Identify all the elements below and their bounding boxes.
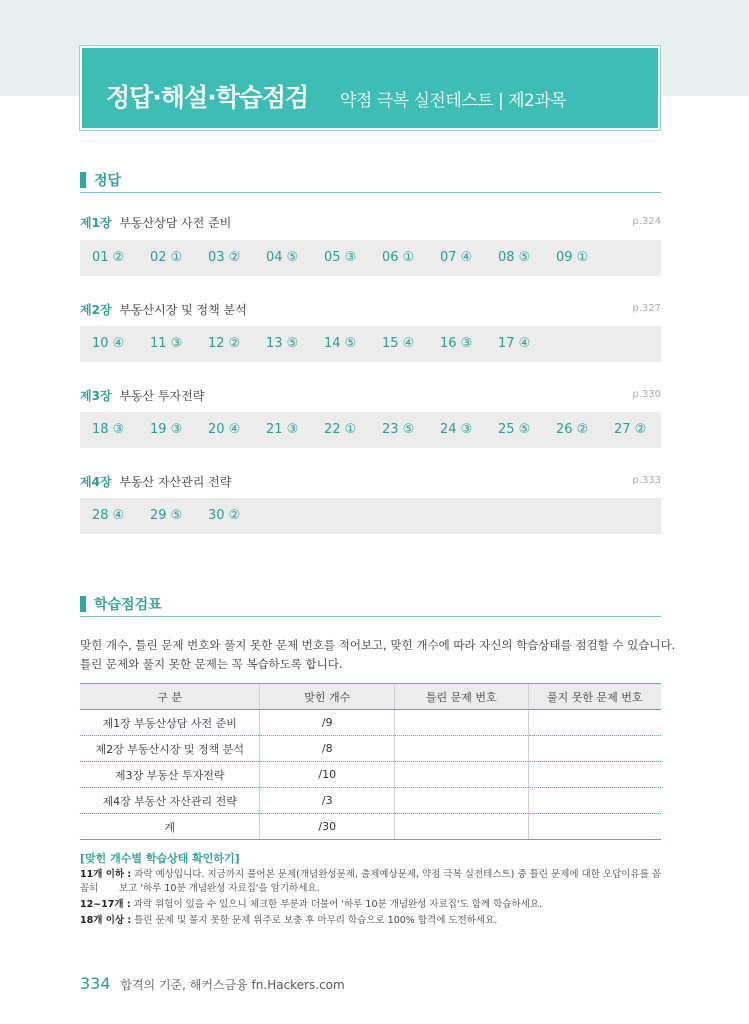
answer-item: 30 ② bbox=[208, 508, 241, 523]
study-section-heading bbox=[80, 594, 661, 617]
chapter-name: 부동산시장 및 정책 분석 bbox=[119, 303, 247, 317]
row-unsolved-numbers[interactable] bbox=[528, 814, 661, 840]
answer-item: 06 ① bbox=[382, 250, 415, 265]
page-subtitle: 약점 극복 실전테스트 | 제2과목 bbox=[340, 91, 567, 111]
chapter-3-answers bbox=[80, 412, 661, 448]
answer-item: 07 ④ bbox=[440, 250, 473, 265]
guide-text: 보고 '하루 10분 개념완성 자료집'을 암기하세요. bbox=[119, 883, 320, 894]
answer-item: 08 ⑤ bbox=[498, 250, 531, 265]
chapter-2-title bbox=[80, 301, 661, 319]
row-correct-count[interactable]: /30 bbox=[260, 814, 395, 840]
row-correct-count[interactable]: /10 bbox=[260, 762, 395, 788]
guide-label: 12~17개 : bbox=[80, 899, 131, 910]
page-number: 334 bbox=[80, 974, 111, 993]
row-unsolved-numbers[interactable] bbox=[528, 736, 661, 762]
answer-item: 23 ⑤ bbox=[382, 422, 415, 437]
study-check-table bbox=[80, 683, 661, 840]
answers-section-heading bbox=[80, 170, 661, 193]
page-title: 정답·해설·학습점검 bbox=[106, 83, 309, 112]
answer-item: 12 ② bbox=[208, 336, 241, 351]
guide-title: [맞힌 개수별 학습상태 확인하기] bbox=[80, 852, 240, 865]
answer-item: 03 ② bbox=[208, 250, 241, 265]
chapter-name: 부동산상담 사전 준비 bbox=[119, 216, 232, 230]
table-row bbox=[80, 788, 661, 814]
study-intro bbox=[80, 636, 680, 674]
chapter-page-ref: p.333 bbox=[632, 475, 661, 486]
table-row bbox=[80, 762, 661, 788]
chapter-name: 부동산 투자전략 bbox=[119, 389, 205, 403]
answer-item: 20 ④ bbox=[208, 422, 241, 437]
chapter-page-ref: p.324 bbox=[632, 216, 661, 227]
answer-item: 14 ⑤ bbox=[324, 336, 357, 351]
answer-item: 27 ② bbox=[614, 422, 647, 437]
section-marker-icon bbox=[80, 172, 86, 188]
guide-line bbox=[119, 882, 670, 896]
guide-text: 틀린 문제 및 풀지 못한 문제 위주로 보충 후 마무리 학습으로 100% 합격에 도전하세요. bbox=[134, 915, 498, 926]
row-unsolved-numbers[interactable] bbox=[528, 710, 661, 736]
chapter-4-title bbox=[80, 473, 661, 491]
row-unsolved-numbers[interactable] bbox=[528, 788, 661, 814]
guide-text: 과락 위험이 있을 수 있으니 체크한 부분과 더불어 '하루 10분 개념완성 자료집'도 함께 학습하세요. bbox=[133, 899, 543, 910]
row-wrong-numbers[interactable] bbox=[395, 814, 528, 840]
chapter-page-ref: p.330 bbox=[632, 389, 661, 400]
row-correct-count[interactable]: /8 bbox=[260, 736, 395, 762]
answer-item: 28 ④ bbox=[92, 508, 125, 523]
answer-item: 11 ③ bbox=[150, 336, 183, 351]
row-wrong-numbers[interactable] bbox=[395, 736, 528, 762]
row-wrong-numbers[interactable] bbox=[395, 762, 528, 788]
intro-line-1: 맞힌 개수, 틀린 문제 번호와 풀지 못한 문제 번호를 적어보고, 맞힌 개수에 따라 자신의 학습상태를 점검할 수 있습니다. bbox=[80, 638, 676, 652]
chapter-1-answers bbox=[80, 240, 661, 276]
guide-line bbox=[80, 898, 670, 912]
table-total-row bbox=[80, 814, 661, 840]
answer-item: 22 ① bbox=[324, 422, 357, 437]
chapter-number: 제1장 bbox=[80, 216, 112, 230]
answer-item: 19 ③ bbox=[150, 422, 183, 437]
col-header-unsolved: 풀지 못한 문제 번호 bbox=[528, 684, 661, 710]
answer-item: 01 ② bbox=[92, 250, 125, 265]
chapter-number: 제2장 bbox=[80, 303, 112, 317]
answer-item: 09 ① bbox=[556, 250, 589, 265]
row-unsolved-numbers[interactable] bbox=[528, 762, 661, 788]
row-category: 제2장 부동산시장 및 정책 분석 bbox=[80, 736, 260, 762]
answer-item: 25 ⑤ bbox=[498, 422, 531, 437]
answer-item: 29 ⑤ bbox=[150, 508, 183, 523]
chapter-name: 부동산 자산관리 전략 bbox=[119, 475, 232, 489]
answer-item: 26 ② bbox=[556, 422, 589, 437]
answer-item: 04 ⑤ bbox=[266, 250, 299, 265]
answer-item: 16 ③ bbox=[440, 336, 473, 351]
answer-item: 13 ⑤ bbox=[266, 336, 299, 351]
chapter-4-answers bbox=[80, 498, 661, 534]
page-footer bbox=[80, 974, 345, 993]
section-marker-icon bbox=[80, 596, 86, 612]
table-row bbox=[80, 710, 661, 736]
row-category: 제3장 부동산 투자전략 bbox=[80, 762, 260, 788]
chapter-number: 제4장 bbox=[80, 475, 112, 489]
study-section-label: 학습점검표 bbox=[94, 597, 162, 613]
answer-item: 21 ③ bbox=[266, 422, 299, 437]
intro-line-2: 틀린 문제와 풀지 못한 문제는 꼭 복습하도록 합니다. bbox=[80, 657, 343, 671]
answer-item: 18 ③ bbox=[92, 422, 125, 437]
chapter-page-ref: p.327 bbox=[632, 303, 661, 314]
chapter-number: 제3장 bbox=[80, 389, 112, 403]
col-header-category: 구 분 bbox=[80, 684, 260, 710]
answer-item: 17 ④ bbox=[498, 336, 531, 351]
answers-section-label: 정답 bbox=[94, 173, 122, 189]
answer-item: 15 ④ bbox=[382, 336, 415, 351]
guide-label: 11개 이하 : bbox=[80, 869, 132, 880]
answer-item: 10 ④ bbox=[92, 336, 125, 351]
answer-item: 24 ③ bbox=[440, 422, 473, 437]
row-wrong-numbers[interactable] bbox=[395, 710, 528, 736]
row-correct-count[interactable]: /9 bbox=[260, 710, 395, 736]
answer-item: 05 ③ bbox=[324, 250, 357, 265]
row-category: 계 bbox=[80, 814, 260, 840]
guide-label: 18개 이상 : bbox=[80, 915, 132, 926]
row-wrong-numbers[interactable] bbox=[395, 788, 528, 814]
col-header-wrong: 틀린 문제 번호 bbox=[395, 684, 528, 710]
answer-item: 02 ① bbox=[150, 250, 183, 265]
row-category: 제1장 부동산상담 사전 준비 bbox=[80, 710, 260, 736]
table-header-row bbox=[80, 684, 661, 710]
chapter-3-title bbox=[80, 387, 661, 405]
chapter-2-answers bbox=[80, 326, 661, 362]
table-row bbox=[80, 736, 661, 762]
row-correct-count[interactable]: /3 bbox=[260, 788, 395, 814]
footer-text: 합격의 기준, 해커스금융 fn.Hackers.com bbox=[120, 978, 345, 992]
chapter-1-title bbox=[80, 214, 661, 232]
header-banner bbox=[80, 46, 660, 130]
col-header-correct: 맞힌 개수 bbox=[260, 684, 395, 710]
row-category: 제4장 부동산 자산관리 전략 bbox=[80, 788, 260, 814]
guide-line bbox=[80, 914, 670, 928]
guide-text: 과락 예상입니다. 지금까지 풀어본 문제(개념완성문제, 출제예상문제, 약점 극복 실전테스트) 중 틀린 문제에 대한 오답이유를 꼼꼼히 bbox=[80, 869, 661, 894]
